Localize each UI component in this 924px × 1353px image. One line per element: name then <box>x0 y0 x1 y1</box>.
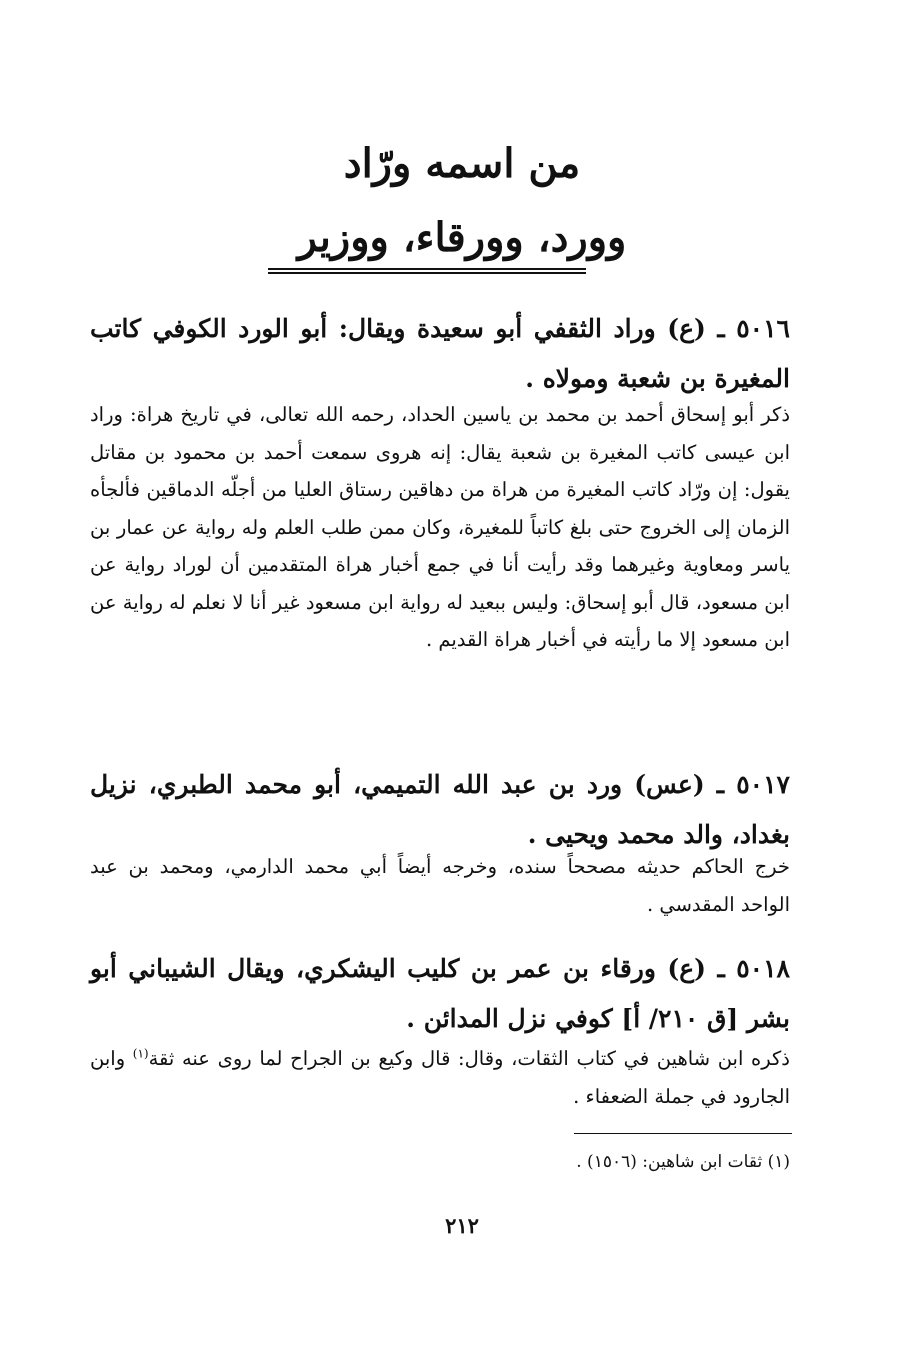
entry-dash: ـ <box>717 954 725 983</box>
entry-number: ٥٠١٧ <box>736 770 790 799</box>
section-title: من اسمه ورّاد <box>343 140 581 187</box>
entry-code: (ع) <box>667 314 706 343</box>
entry-code: (عس) <box>634 770 705 799</box>
footnote-marker: (١) <box>132 1046 149 1061</box>
entry-name: وراد الثقفي أبو سعيدة ويقال: أبو الورد الكوفي كاتب المغيرة بن شعبة ومولاه . <box>90 314 790 393</box>
entry-number: ٥٠١٦ <box>736 314 790 343</box>
title-double-rule <box>268 268 586 274</box>
entry-dash: ـ <box>717 314 725 343</box>
entry-heading-5017 <box>90 760 790 860</box>
entry-body-text: ذكره ابن شاهين في كتاب الثقات، وقال: قال وكيع بن الجراح لما روى عنه ثقة <box>148 1047 790 1070</box>
entry-dash: ـ <box>716 770 725 799</box>
entry-name: ورد بن عبد الله التميمي، أبو محمد الطبري، نزيل بغداد، والد محمد ويحيى . <box>90 770 790 849</box>
footnote-text: (١) ثقات ابن شاهين: (١٥٠٦) . <box>576 1152 790 1172</box>
entry-number: ٥٠١٨ <box>736 954 790 983</box>
entry-heading-5018 <box>90 944 790 1044</box>
entry-body-5017: خرج الحاكم حديثه مصححاً سنده، وخرجه أيضاً أبي محمد الدارمي، ومحمد بن عبد الواحد المقدسي . <box>90 855 790 916</box>
entry-body-5018 <box>90 1040 790 1115</box>
entry-heading-5016 <box>90 304 790 404</box>
entry-body-5016: ذكر أبو إسحاق أحمد بن محمد بن ياسين الحداد، رحمه الله تعالى، في تاريخ هراة: وراد ابن عيسى كاتب المغيرة بن شعبة يقال: إنه هروى سمعت أحمد بن محمود بن مقاتل يقول: إن ورّاد كاتب المغيرة من هراة من دهاقين رستاق العليا من أجلّه الدماقين فألجأه الزمان إلى الخروج حتى بلغ كاتباً للمغيرة، وكان ممن طلب العلم وله رواية عن عمار بن ياسر ومعاوية وغيرهما وقد رأيت أنا في جمع أخبار هراة المتقدمين أن لوراد رواية عن ابن مسعود، قال أبو إسحاق: وليس ببعيد له رواية ابن مسعود غير أنا لا نعلم له رواية عن ابن مسعود إلا ما رأيته في أخبار هراة القديم . <box>90 403 790 651</box>
footnote-separator <box>574 1133 792 1134</box>
entry-body-text: وابن الجارود في جملة الضعفاء . <box>90 1047 790 1108</box>
entry-name: ورقاء بن عمر بن كليب اليشكري، ويقال الشيباني أبو بشر [ق ٢١٠/ أ] كوفي نزل المدائن . <box>90 954 790 1033</box>
entry-code: (ع) <box>667 954 706 983</box>
section-subtitle: وورد، وورقاء، ووزير <box>297 214 627 261</box>
page-number: ٢١٢ <box>445 1213 479 1238</box>
